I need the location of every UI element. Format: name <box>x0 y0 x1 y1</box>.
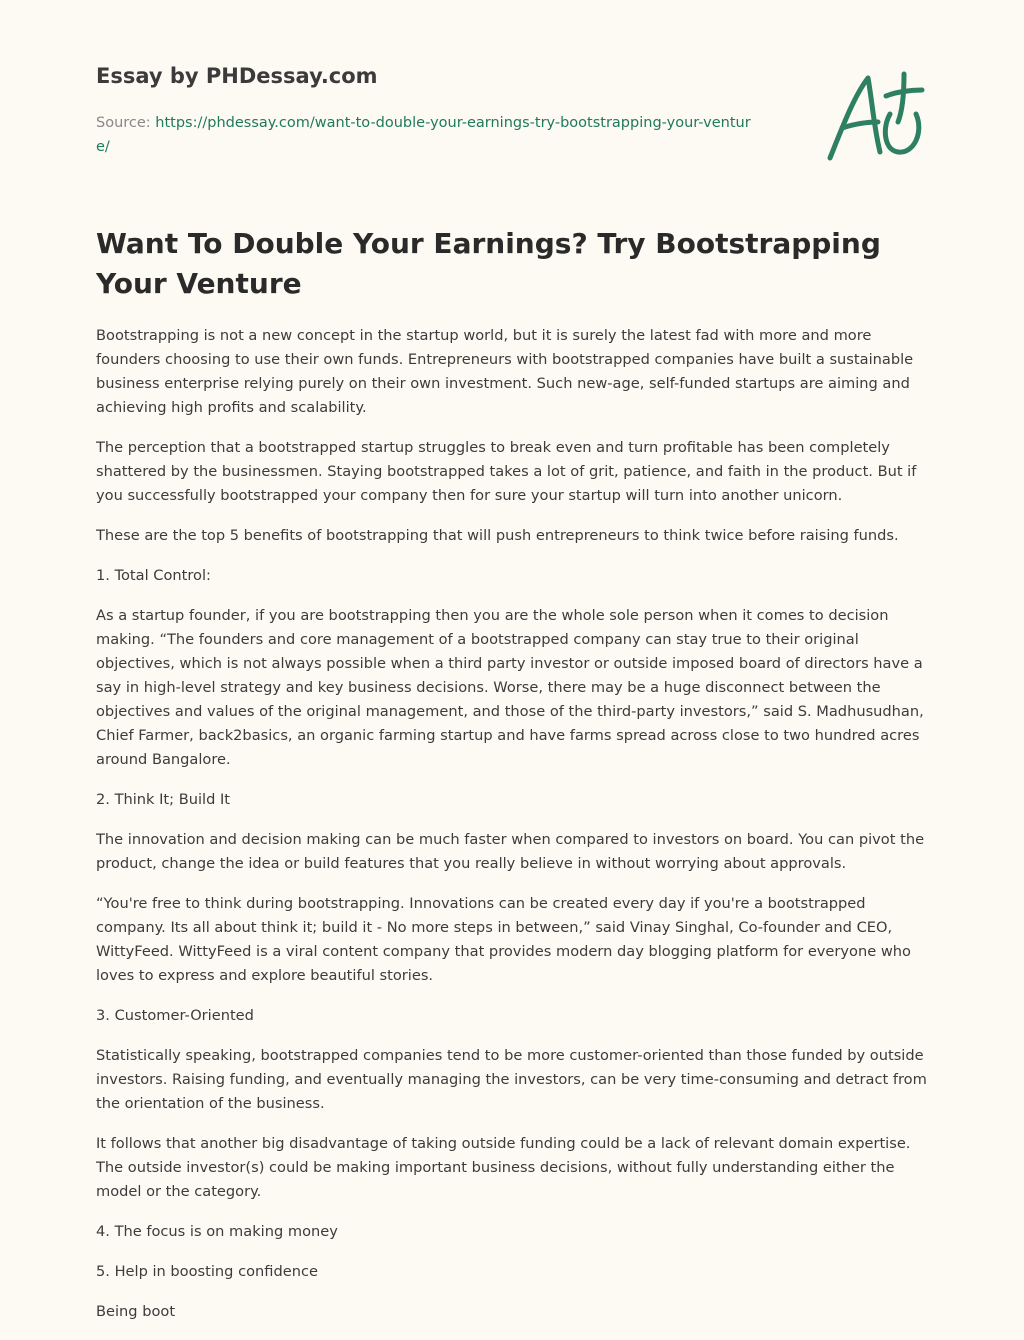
paragraph: The innovation and decision making can be much faster when compared to investors on board. You can pivot the product, change the idea or build features that you really believe in without worrying about approvals. <box>96 831 925 872</box>
source-label: Source: <box>96 115 151 131</box>
paragraph: The perception that a bootstrapped startup struggles to break even and turn profitable has been completely shattered by the businessmen. Staying bootstrapped takes a lot of grit, patience, and faith in the product. But if you successfully bootstrapped your company then for sure your startup will turn into another unicorn. <box>96 439 917 504</box>
section-heading: 1. Total Control: <box>96 567 211 584</box>
source-line <box>96 111 756 159</box>
paragraph: “You're free to think during bootstrapping. Innovations can be created every day if you're a bootstrapped company. Its all about think it; build it - No more steps in between,” said Vinay Singhal, Co-founder and CEO, WittyFeed. WittyFeed is a viral content company that provides modern day blogging platform for everyone who loves to express and explore beautiful stories. <box>96 895 911 984</box>
paragraph: As a startup founder, if you are bootstrapping then you are the whole sole person when it comes to decision making. “The founders and core management of a bootstrapped company can stay true to their original objectives, which is not always possible when a third party investor or outside imposed board of directors have a say in high-level strategy and key business decisions. Worse, there may be a huge disconnect between the objectives and values of the original management, and those of the third-party investors,” said S. Madhusudhan, Chief Farmer, back2basics, an organic farming startup and have farms spread across close to two hundred acres around Bangalore. <box>96 607 924 768</box>
paragraph: It follows that another big disadvantage of taking outside funding could be a lack of relevant domain expertise. The outside investor(s) could be making important business decisions, without fully understanding either the model or the category. <box>96 1135 911 1200</box>
site-title: Essay by PHDessay.com <box>96 64 378 88</box>
essay-body <box>96 324 928 1340</box>
a-plus-logo-icon <box>820 66 930 166</box>
section-heading: 2. Think It; Build It <box>96 791 231 808</box>
section-heading: 5. Help in boosting confidence <box>96 1263 318 1280</box>
source-link[interactable]: https://phdessay.com/want-to-double-your-earnings-try-bootstrapping-your-venture/ <box>96 115 751 155</box>
paragraph: Bootstrapping is not a new concept in the startup world, but it is surely the latest fad with more and more founders choosing to use their own funds. Entrepreneurs with bootstrapped companies have built a sustainable business enterprise relying purely on their own investment. Such new-age, self-funded startups are aiming and achieving high profits and scalability. <box>96 327 914 416</box>
section-heading: 3. Customer-Oriented <box>96 1007 254 1024</box>
paragraph: Statistically speaking, bootstrapped companies tend to be more customer-oriented than those funded by outside investors. Raising funding, and eventually managing the investors, can be very time-consuming and detract from the orientation of the business. <box>96 1047 927 1112</box>
essay-title: Want To Double Your Earnings? Try Bootstrapping Your Venture <box>96 227 881 300</box>
section-heading: 4. The focus is on making money <box>96 1223 338 1240</box>
paragraph: These are the top 5 benefits of bootstrapping that will push entrepreneurs to think twice before raising funds. <box>96 527 899 544</box>
paragraph: Being boot <box>96 1303 176 1320</box>
